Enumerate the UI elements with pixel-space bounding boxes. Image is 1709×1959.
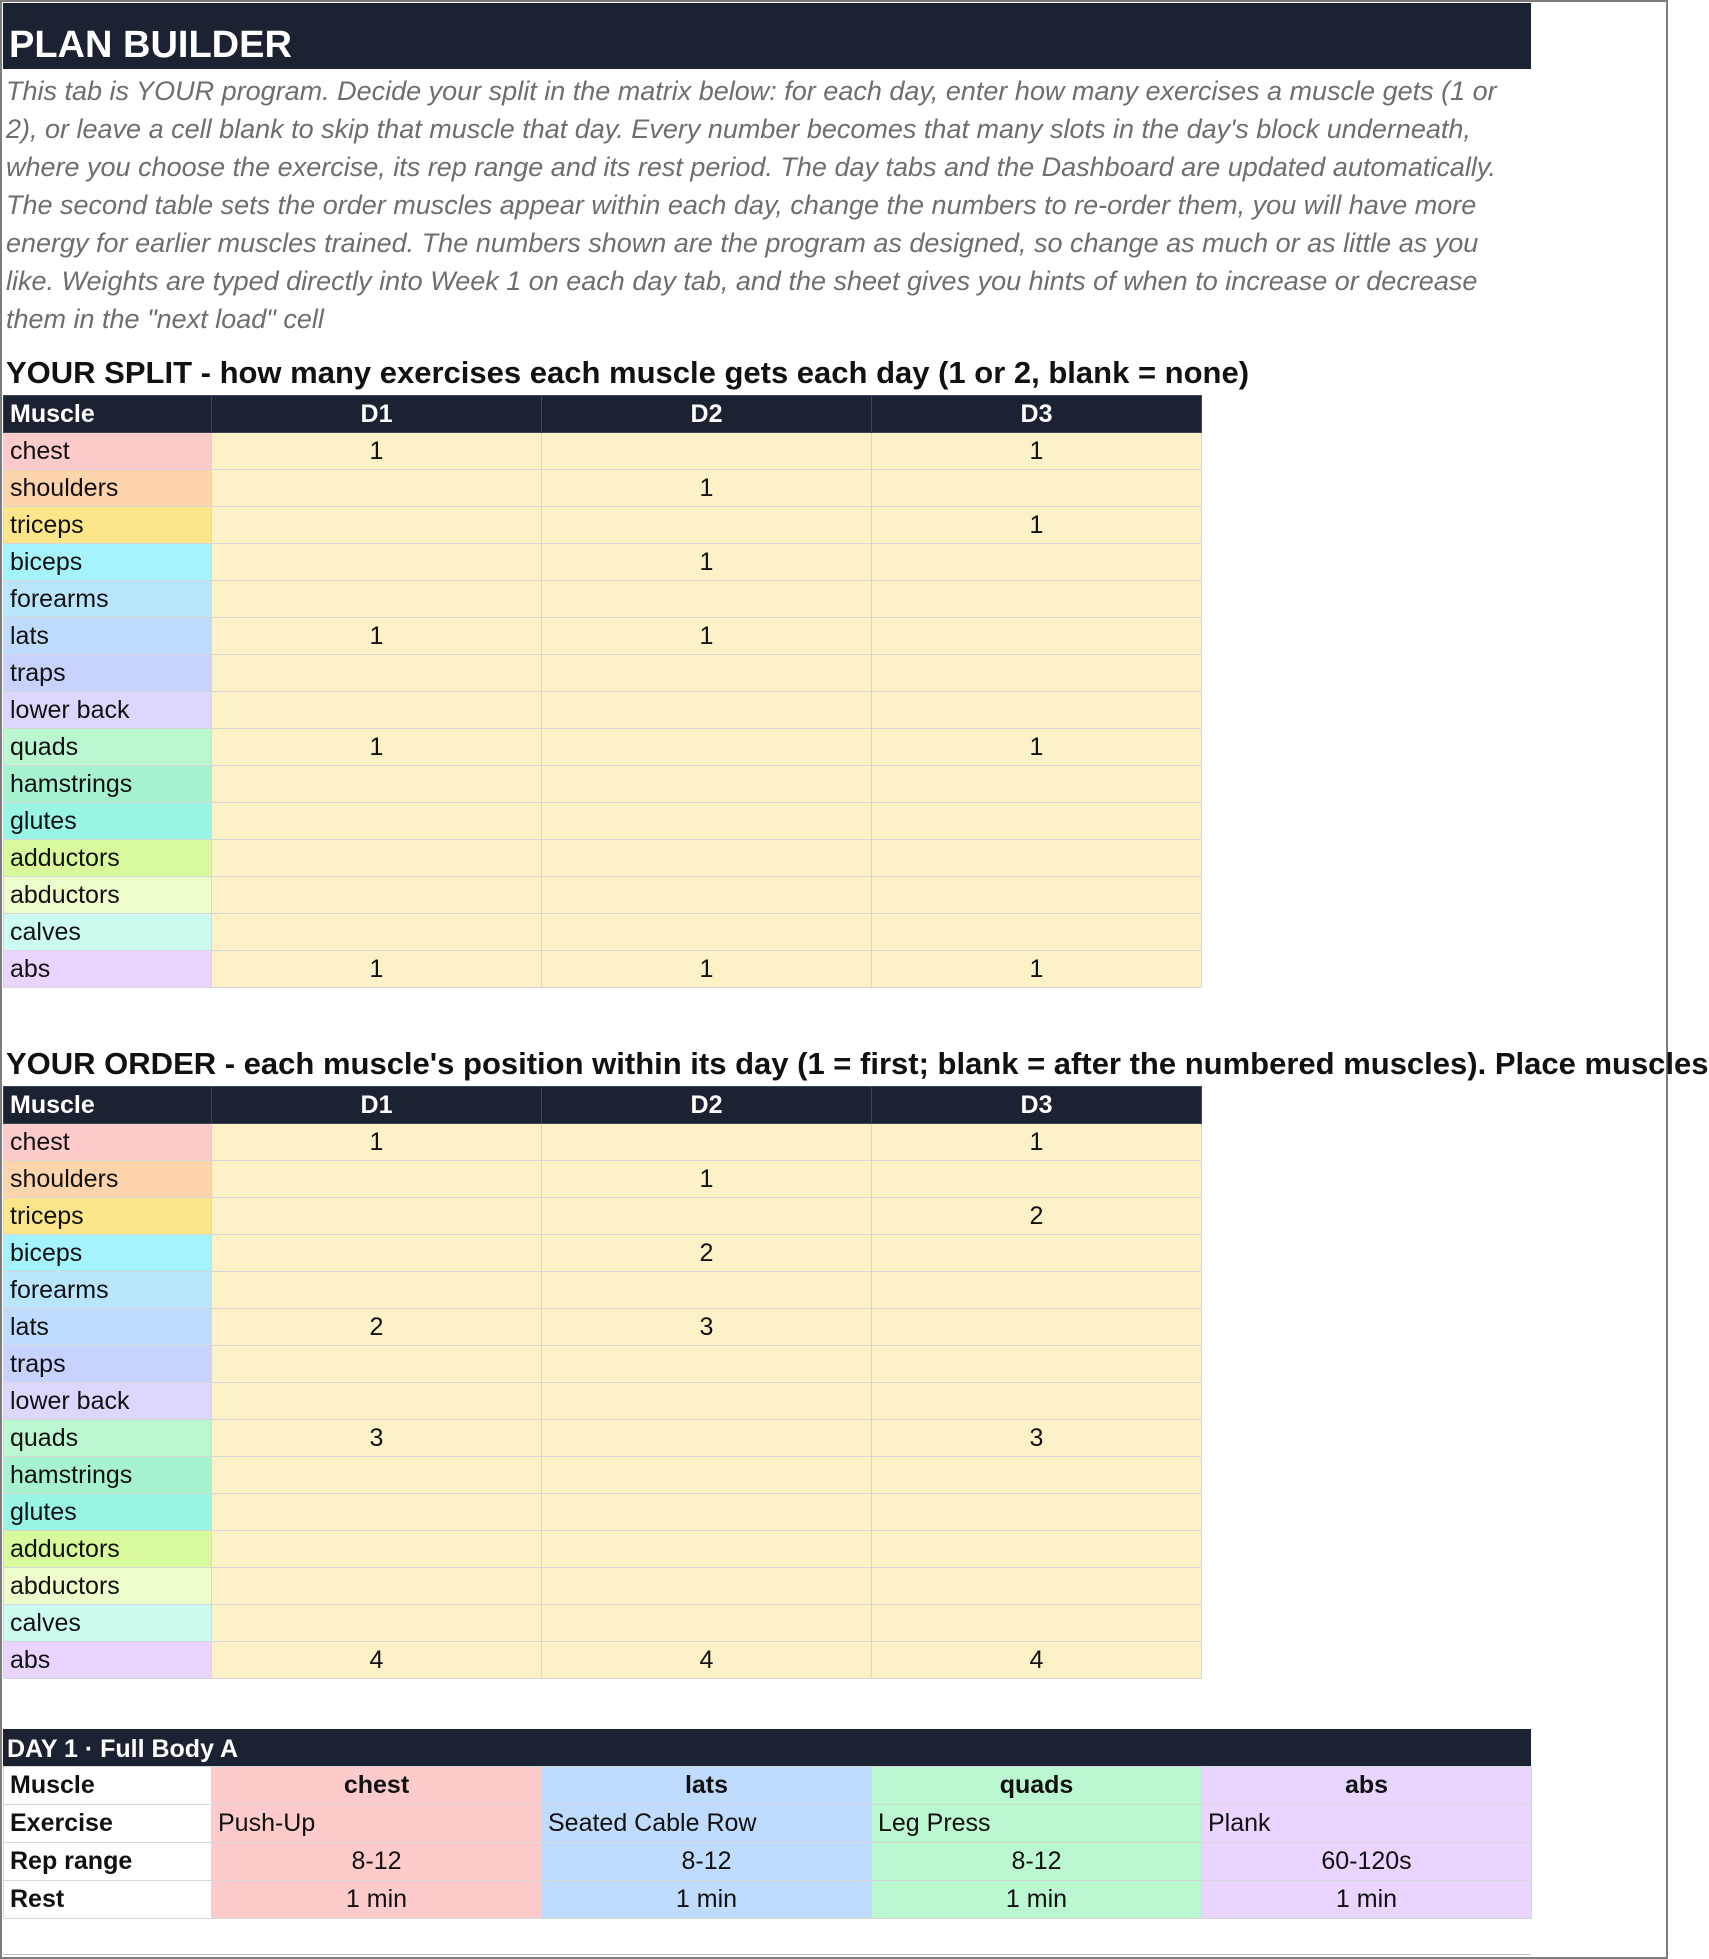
split-muscle-adductors: adductors [4,840,212,877]
day1-rest-chest[interactable]: 1 min [212,1881,542,1919]
order-muscle-hamstrings: hamstrings [4,1457,212,1494]
split-cell-hamstrings-d2[interactable] [542,766,872,803]
split-cell-biceps-d2[interactable]: 1 [542,544,872,581]
order-cell-chest-d1[interactable]: 1 [212,1124,542,1161]
split-row-triceps [4,507,1202,544]
order-cell-shoulders-d1[interactable] [212,1161,542,1198]
split-cell-biceps-d3[interactable] [872,544,1202,581]
split-cell-shoulders-d2[interactable]: 1 [542,470,872,507]
order-cell-triceps-d2[interactable] [542,1198,872,1235]
day1-row-exercise [4,1805,1532,1843]
order-cell-adductors-d1[interactable] [212,1531,542,1568]
split-cell-calves-d1[interactable] [212,914,542,951]
split-muscle-quads: quads [4,729,212,766]
split-row-hamstrings [4,766,1202,803]
order-cell-adductors-d3[interactable] [872,1531,1202,1568]
day1-rep-range-chest[interactable]: 8-12 [212,1843,542,1881]
split-cell-traps-d3[interactable] [872,655,1202,692]
order-cell-biceps-d3[interactable] [872,1235,1202,1272]
order-row-triceps [4,1198,1202,1235]
split-muscle-shoulders: shoulders [4,470,212,507]
split-cell-calves-d2[interactable] [542,914,872,951]
order-cell-traps-d2[interactable] [542,1346,872,1383]
order-cell-lower-back-d1[interactable] [212,1383,542,1420]
order-cell-calves-d1[interactable] [212,1605,542,1642]
split-muscle-hamstrings: hamstrings [4,766,212,803]
split-muscle-glutes: glutes [4,803,212,840]
split-cell-shoulders-d3[interactable] [872,470,1202,507]
day1-rest-quads[interactable]: 1 min [872,1881,1202,1919]
split-cell-chest-d2[interactable] [542,433,872,470]
order-row-biceps [4,1235,1202,1272]
split-row-adductors [4,840,1202,877]
order-cell-lats-d1[interactable]: 2 [212,1309,542,1346]
split-cell-triceps-d2[interactable] [542,507,872,544]
split-cell-traps-d1[interactable] [212,655,542,692]
order-header-d1: D1 [212,1087,542,1124]
day1-exercise-quads[interactable]: Leg Press [872,1805,1202,1843]
day1-muscle-lats: lats [542,1767,872,1805]
split-cell-hamstrings-d3[interactable] [872,766,1202,803]
order-cell-calves-d2[interactable] [542,1605,872,1642]
split-row-lats [4,618,1202,655]
order-cell-lower-back-d3[interactable] [872,1383,1202,1420]
split-cell-abs-d1[interactable]: 1 [212,951,542,988]
split-cell-glutes-d3[interactable] [872,803,1202,840]
order-row-lower-back [4,1383,1202,1420]
day1-row-muscle [4,1767,1532,1805]
order-muscle-lats: lats [4,1309,212,1346]
split-cell-abductors-d1[interactable] [212,877,542,914]
split-row-abductors [4,877,1202,914]
order-muscle-biceps: biceps [4,1235,212,1272]
order-cell-glutes-d2[interactable] [542,1494,872,1531]
split-cell-glutes-d1[interactable] [212,803,542,840]
day1-label-rest: Rest [4,1881,212,1919]
day1-table [3,1766,1532,1919]
split-header-d1: D1 [212,396,542,433]
split-cell-triceps-d3[interactable]: 1 [872,507,1202,544]
split-cell-abductors-d2[interactable] [542,877,872,914]
split-row-forearms [4,581,1202,618]
order-row-traps [4,1346,1202,1383]
order-cell-quads-d1[interactable]: 3 [212,1420,542,1457]
order-muscle-quads: quads [4,1420,212,1457]
order-cell-abductors-d1[interactable] [212,1568,542,1605]
order-row-calves [4,1605,1202,1642]
day1-rep-range-quads[interactable]: 8-12 [872,1843,1202,1881]
split-cell-hamstrings-d1[interactable] [212,766,542,803]
split-cell-quads-d2[interactable] [542,729,872,766]
day1-exercise-chest[interactable]: Push-Up [212,1805,542,1843]
order-muscle-traps: traps [4,1346,212,1383]
order-cell-adductors-d2[interactable] [542,1531,872,1568]
split-cell-forearms-d1[interactable] [212,581,542,618]
order-cell-shoulders-d2[interactable]: 1 [542,1161,872,1198]
instructions-text: This tab is YOUR program. Decide your split in the matrix below: for each day, enter how many exercises a muscle gets (1 or 2), or leave a cell blank to skip that muscle that day. Every number becomes that many slots in the day's block underneath, where you choose the exercise, its rep range and its rest period. The day tabs and the Dashboard are updated automatically. The second table sets the order muscles appear within each day, change the numbers to re-order them, you will have more energy for earlier muscles trained. The numbers shown are the program as designed, so change as much or as little as you like. Weights are typed directly into Week 1 on each day tab, and the sheet gives you hints of when to increase or decrease them in the "next load" cell [6,76,1497,334]
split-row-lower-back [4,692,1202,729]
day1-row-rep-range [4,1843,1532,1881]
day1-exercise-abs[interactable]: Plank [1202,1805,1532,1843]
order-cell-triceps-d1[interactable] [212,1198,542,1235]
split-cell-quads-d1[interactable]: 1 [212,729,542,766]
split-cell-lats-d1[interactable]: 1 [212,618,542,655]
split-cell-forearms-d3[interactable] [872,581,1202,618]
bottom-divider [3,1954,1531,1955]
order-cell-hamstrings-d1[interactable] [212,1457,542,1494]
day1-title: DAY 1 · Full Body A [3,1729,1531,1766]
split-cell-lats-d3[interactable] [872,618,1202,655]
split-cell-abs-d2[interactable]: 1 [542,951,872,988]
day1-muscle-chest: chest [212,1767,542,1805]
order-muscle-lower-back: lower back [4,1383,212,1420]
split-muscle-abductors: abductors [4,877,212,914]
order-cell-chest-d3[interactable]: 1 [872,1124,1202,1161]
split-cell-forearms-d2[interactable] [542,581,872,618]
split-cell-triceps-d1[interactable] [212,507,542,544]
order-row-glutes [4,1494,1202,1531]
order-muscle-adductors: adductors [4,1531,212,1568]
split-cell-lats-d2[interactable]: 1 [542,618,872,655]
split-cell-abs-d3[interactable]: 1 [872,951,1202,988]
split-row-quads [4,729,1202,766]
order-header-muscle: Muscle [4,1087,212,1124]
day1-rest-abs[interactable]: 1 min [1202,1881,1532,1919]
split-cell-adductors-d2[interactable] [542,840,872,877]
order-muscle-calves: calves [4,1605,212,1642]
split-cell-chest-d3[interactable]: 1 [872,433,1202,470]
split-cell-lower-back-d2[interactable] [542,692,872,729]
split-muscle-biceps: biceps [4,544,212,581]
split-muscle-lower-back: lower back [4,692,212,729]
order-muscle-shoulders: shoulders [4,1161,212,1198]
split-row-glutes [4,803,1202,840]
order-cell-hamstrings-d2[interactable] [542,1457,872,1494]
split-muscle-triceps: triceps [4,507,212,544]
split-cell-chest-d1[interactable]: 1 [212,433,542,470]
order-cell-biceps-d1[interactable] [212,1235,542,1272]
split-header-d2: D2 [542,396,872,433]
split-cell-adductors-d3[interactable] [872,840,1202,877]
page-title: PLAN BUILDER [3,3,1531,69]
order-muscle-chest: chest [4,1124,212,1161]
order-section-title: YOUR ORDER - each muscle's position within its day (1 = first; blank = after the numbered muscles). Place muscles [6,1046,1709,1081]
order-row-shoulders [4,1161,1202,1198]
day1-rest-lats[interactable]: 1 min [542,1881,872,1919]
order-muscle-forearms: forearms [4,1272,212,1309]
day1-rep-range-lats[interactable]: 8-12 [542,1843,872,1881]
order-table [3,1086,1202,1679]
split-cell-lower-back-d1[interactable] [212,692,542,729]
order-muscle-abductors: abductors [4,1568,212,1605]
order-cell-shoulders-d3[interactable] [872,1161,1202,1198]
split-muscle-lats: lats [4,618,212,655]
split-row-biceps [4,544,1202,581]
split-muscle-abs: abs [4,951,212,988]
order-cell-forearms-d3[interactable] [872,1272,1202,1309]
order-cell-forearms-d1[interactable] [212,1272,542,1309]
split-cell-glutes-d2[interactable] [542,803,872,840]
order-cell-triceps-d3[interactable]: 2 [872,1198,1202,1235]
split-cell-quads-d3[interactable]: 1 [872,729,1202,766]
split-header-d3: D3 [872,396,1202,433]
order-cell-lats-d3[interactable] [872,1309,1202,1346]
split-cell-biceps-d1[interactable] [212,544,542,581]
day1-rep-range-abs[interactable]: 60-120s [1202,1843,1532,1881]
day1-row-rest [4,1881,1532,1919]
order-row-quads [4,1420,1202,1457]
day1-label-rep-range: Rep range [4,1843,212,1881]
split-row-chest [4,433,1202,470]
order-cell-lower-back-d2[interactable] [542,1383,872,1420]
split-header-muscle: Muscle [4,396,212,433]
split-muscle-calves: calves [4,914,212,951]
order-muscle-glutes: glutes [4,1494,212,1531]
order-cell-glutes-d1[interactable] [212,1494,542,1531]
split-muscle-traps: traps [4,655,212,692]
order-header-row [4,1087,1202,1124]
day1-muscle-quads: quads [872,1767,1202,1805]
day1-muscle-abs: abs [1202,1767,1532,1805]
split-cell-abductors-d3[interactable] [872,877,1202,914]
order-row-chest [4,1124,1202,1161]
order-cell-hamstrings-d3[interactable] [872,1457,1202,1494]
order-row-abs [4,1642,1202,1679]
order-cell-lats-d2[interactable]: 3 [542,1309,872,1346]
order-cell-abs-d3[interactable]: 4 [872,1642,1202,1679]
order-cell-quads-d2[interactable] [542,1420,872,1457]
order-cell-chest-d2[interactable] [542,1124,872,1161]
order-cell-traps-d1[interactable] [212,1346,542,1383]
order-cell-glutes-d3[interactable] [872,1494,1202,1531]
order-row-adductors [4,1531,1202,1568]
split-cell-traps-d2[interactable] [542,655,872,692]
split-cell-lower-back-d3[interactable] [872,692,1202,729]
order-row-forearms [4,1272,1202,1309]
order-row-hamstrings [4,1457,1202,1494]
order-muscle-abs: abs [4,1642,212,1679]
order-row-lats [4,1309,1202,1346]
order-cell-forearms-d2[interactable] [542,1272,872,1309]
split-row-calves [4,914,1202,951]
order-cell-abs-d1[interactable]: 4 [212,1642,542,1679]
split-muscle-forearms: forearms [4,581,212,618]
order-cell-calves-d3[interactable] [872,1605,1202,1642]
split-muscle-chest: chest [4,433,212,470]
split-header-row [4,396,1202,433]
order-cell-traps-d3[interactable] [872,1346,1202,1383]
order-cell-biceps-d2[interactable]: 2 [542,1235,872,1272]
order-cell-abs-d2[interactable]: 4 [542,1642,872,1679]
split-section-title: YOUR SPLIT - how many exercises each muscle gets each day (1 or 2, blank = none) [6,355,1250,390]
order-header-d2: D2 [542,1087,872,1124]
day1-label-muscle: Muscle [4,1767,212,1805]
split-row-abs [4,951,1202,988]
split-row-shoulders [4,470,1202,507]
day1-exercise-lats[interactable]: Seated Cable Row [542,1805,872,1843]
order-row-abductors [4,1568,1202,1605]
order-cell-abductors-d3[interactable] [872,1568,1202,1605]
order-cell-abductors-d2[interactable] [542,1568,872,1605]
split-table [3,395,1202,988]
order-cell-quads-d3[interactable]: 3 [872,1420,1202,1457]
split-row-traps [4,655,1202,692]
split-cell-shoulders-d1[interactable] [212,470,542,507]
split-cell-calves-d3[interactable] [872,914,1202,951]
day1-label-exercise: Exercise [4,1805,212,1843]
order-muscle-triceps: triceps [4,1198,212,1235]
split-cell-adductors-d1[interactable] [212,840,542,877]
order-header-d3: D3 [872,1087,1202,1124]
